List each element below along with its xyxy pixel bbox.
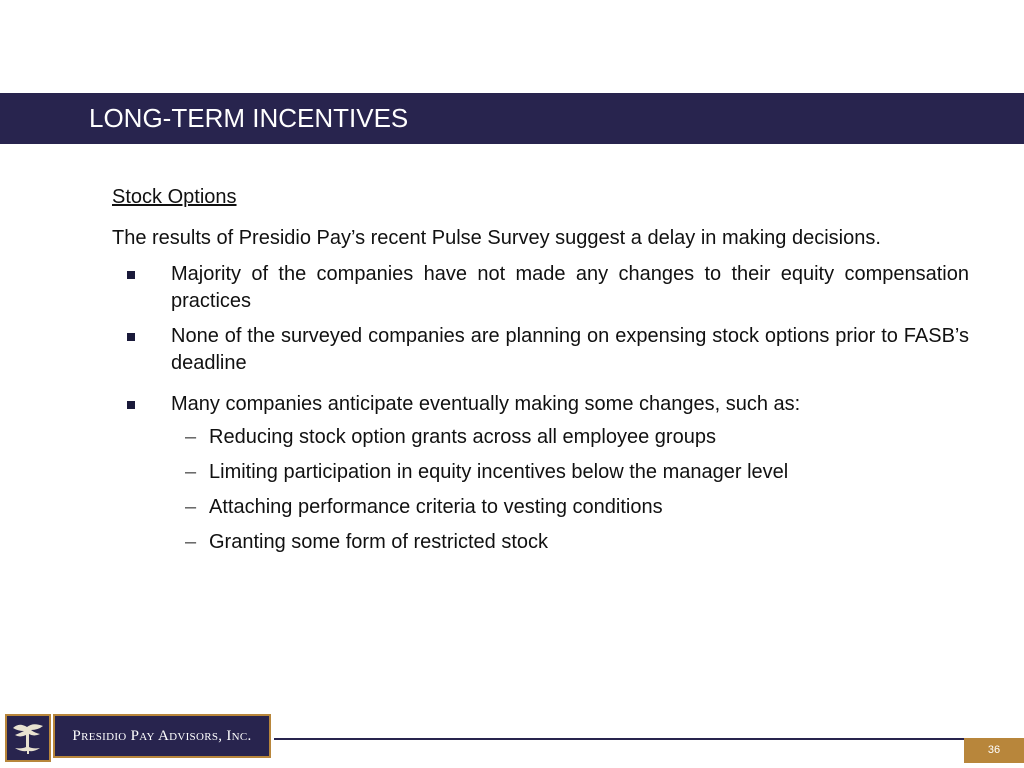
square-bullet-icon bbox=[127, 333, 135, 341]
tree-emblem-svg bbox=[7, 716, 49, 760]
bullet-item bbox=[112, 391, 969, 556]
slide-content bbox=[112, 184, 969, 564]
dash-bullet-icon: – bbox=[185, 496, 197, 518]
bullet-text: None of the surveyed companies are planning on expensing stock options prior to FASB’s deadline bbox=[171, 325, 969, 374]
bullet-item bbox=[112, 323, 969, 377]
page-number: 36 bbox=[987, 744, 1001, 756]
dash-bullet-icon: – bbox=[185, 461, 197, 483]
slide-title: LONG-TERM INCENTIVES bbox=[89, 103, 409, 133]
section-heading: Stock Options bbox=[112, 186, 237, 208]
sub-bullet-item bbox=[171, 424, 969, 451]
footer-divider bbox=[274, 738, 964, 740]
sub-bullet-text: Granting some form of restricted stock bbox=[209, 531, 549, 553]
intro-paragraph: The results of Presidio Pay’s recent Pulse Survey suggest a delay in making decisions. bbox=[112, 227, 881, 249]
square-bullet-icon bbox=[127, 401, 135, 409]
sub-bullet-text: Limiting participation in equity incentives below the manager level bbox=[209, 461, 789, 483]
bullet-text: Many companies anticipate eventually making some changes, such as: bbox=[171, 393, 801, 415]
dash-bullet-icon: – bbox=[185, 531, 197, 553]
bullet-text: Majority of the companies have not made any changes to their equity compensation practices bbox=[171, 263, 969, 312]
square-bullet-icon bbox=[127, 271, 135, 279]
company-name-logo: Presidio Pay Advisors, Inc. bbox=[53, 714, 271, 758]
dash-bullet-icon: – bbox=[185, 426, 197, 448]
sub-bullet-text: Attaching performance criteria to vesting conditions bbox=[209, 496, 663, 518]
sub-bullet-text: Reducing stock option grants across all employee groups bbox=[209, 426, 716, 448]
sub-bullet-item bbox=[171, 459, 969, 486]
sub-bullet-item bbox=[171, 529, 969, 556]
tree-emblem-icon bbox=[5, 714, 51, 762]
sub-bullet-item bbox=[171, 494, 969, 521]
bullet-list bbox=[112, 261, 969, 556]
bullet-item bbox=[112, 261, 969, 315]
sub-bullet-list bbox=[171, 424, 969, 556]
